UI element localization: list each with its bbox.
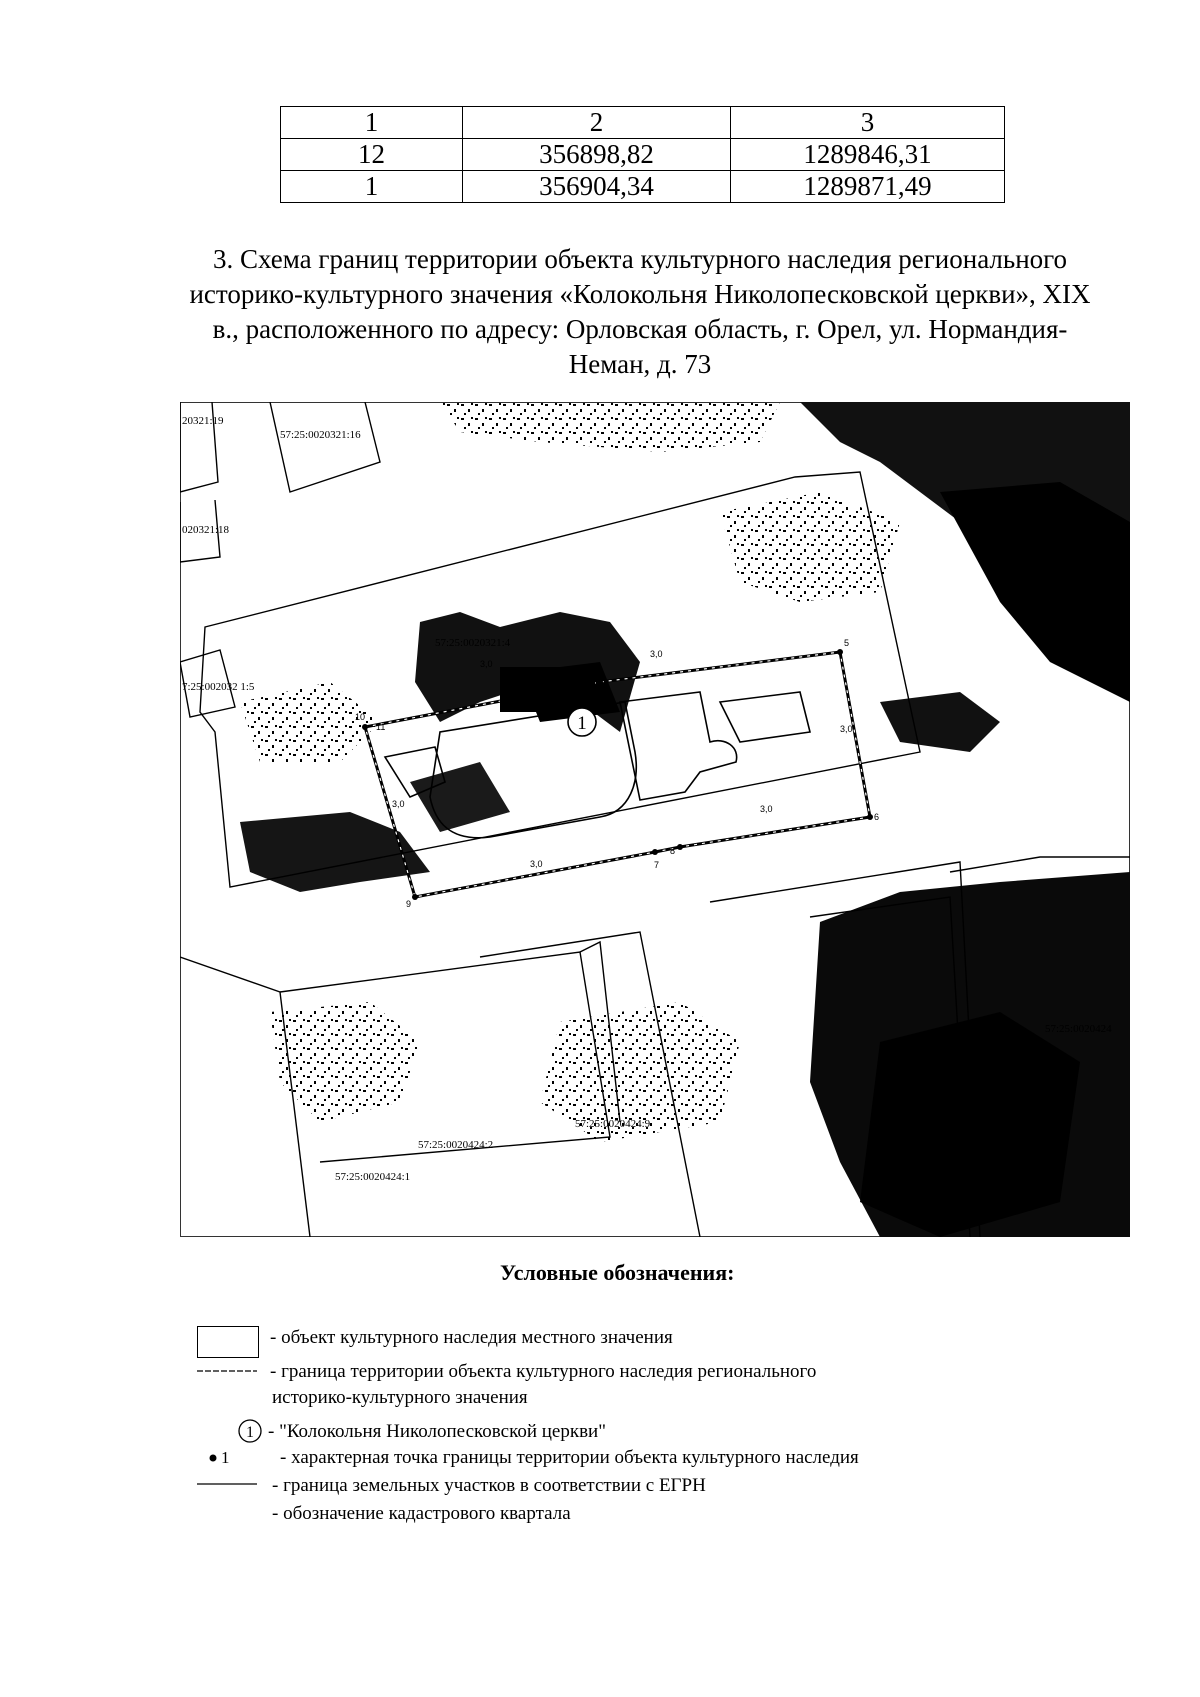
- object-marker-icon: [568, 708, 596, 736]
- distance-label: 3,0: [840, 724, 853, 734]
- point-label: 7: [654, 860, 660, 870]
- table-cell: 356904,34: [463, 171, 731, 203]
- heading-line: историко-культурного значения «Колокольня Николопесковской церкви», XIX: [189, 279, 1091, 309]
- cadastral-label: 57:25:0020424:9: [575, 1118, 651, 1130]
- site-plan-map: [180, 402, 1130, 1237]
- legend-item: - граница территории объекта культурного наследия регионального: [270, 1361, 817, 1382]
- table-cell: 3: [731, 107, 1005, 139]
- heading-line: в., расположенного по адресу: Орловская область, г. Орел, ул. Нормандия-: [212, 314, 1068, 344]
- legend-item: - обозначение кадастрового квартала: [272, 1503, 571, 1524]
- cadastral-label: 57:25:0020321:4: [435, 637, 511, 649]
- point-label: 9: [406, 899, 412, 909]
- table-row: [281, 139, 1005, 171]
- legend-point-number: 1: [221, 1448, 230, 1467]
- legend-item: - граница земельных участков в соответствии с ЕГРН: [272, 1475, 706, 1496]
- heading-line: 3. Схема границ территории объекта культурного наследия регионального: [212, 244, 1068, 274]
- table-cell: 1: [281, 171, 463, 203]
- legend-boundary-dashed-icon: [197, 1366, 257, 1376]
- table-cell: 356898,82: [463, 139, 731, 171]
- legend-marker-number: 1: [246, 1424, 254, 1441]
- point-label: 12: [592, 666, 603, 676]
- cadastral-label: 57:25:0020321:16: [280, 429, 361, 441]
- point-label: 5: [844, 638, 850, 648]
- cadastral-label: 7:25:002032 1:5: [182, 681, 255, 693]
- legend-object-marker-icon: [237, 1418, 263, 1444]
- legend-parcel-line-icon: [197, 1481, 257, 1487]
- cadastral-label: 57:25:0020424: [1045, 1023, 1112, 1035]
- vegetation: [240, 402, 1130, 1237]
- legend-title: Условные обозначения:: [500, 1260, 735, 1285]
- table-cell: 12: [281, 139, 463, 171]
- point-label: 10: [355, 712, 366, 722]
- legend-item: - характерная точка границы территории объекта культурного наследия: [280, 1447, 859, 1468]
- cadastral-label: 57:25:0020424:2: [418, 1139, 494, 1151]
- table-cell: 1: [281, 107, 463, 139]
- distance-label: 3,0: [530, 859, 543, 869]
- distance-label: 3,0: [392, 799, 405, 809]
- table-cell: 1289846,31: [731, 139, 1005, 171]
- table-row: [281, 171, 1005, 203]
- table-header-row: [281, 107, 1005, 139]
- legend-item: - объект культурного наследия местного значения: [270, 1327, 673, 1348]
- cadastral-label: 20321:19: [182, 415, 224, 427]
- point-label: 11: [376, 722, 386, 732]
- church-dome-shadow: [500, 667, 595, 712]
- section-heading: [160, 242, 1120, 382]
- distance-label: 3,0: [760, 804, 773, 814]
- distance-label: 3,0: [650, 649, 663, 659]
- object-marker-number: 1: [577, 713, 587, 734]
- coordinates-table: [280, 106, 1005, 203]
- cadastral-label: 57:25:0020424:1: [335, 1171, 411, 1183]
- cadastral-label: 020321:18: [182, 524, 230, 536]
- distance-label: 3,0: [480, 659, 493, 669]
- table-cell: 1289871,49: [731, 171, 1005, 203]
- legend-point-dot-icon: [207, 1452, 219, 1464]
- table-cell: 2: [463, 107, 731, 139]
- legend-object-rect-icon: [197, 1326, 259, 1358]
- point-label: 8: [670, 846, 676, 856]
- heading-line: Неман, д. 73: [568, 349, 712, 379]
- point-label: 6: [874, 812, 880, 822]
- legend-item: - "Колокольня Николопесковской церкви": [268, 1421, 606, 1442]
- map-svg: [180, 402, 1130, 1237]
- legend-item: историко-культурного значения: [272, 1387, 528, 1408]
